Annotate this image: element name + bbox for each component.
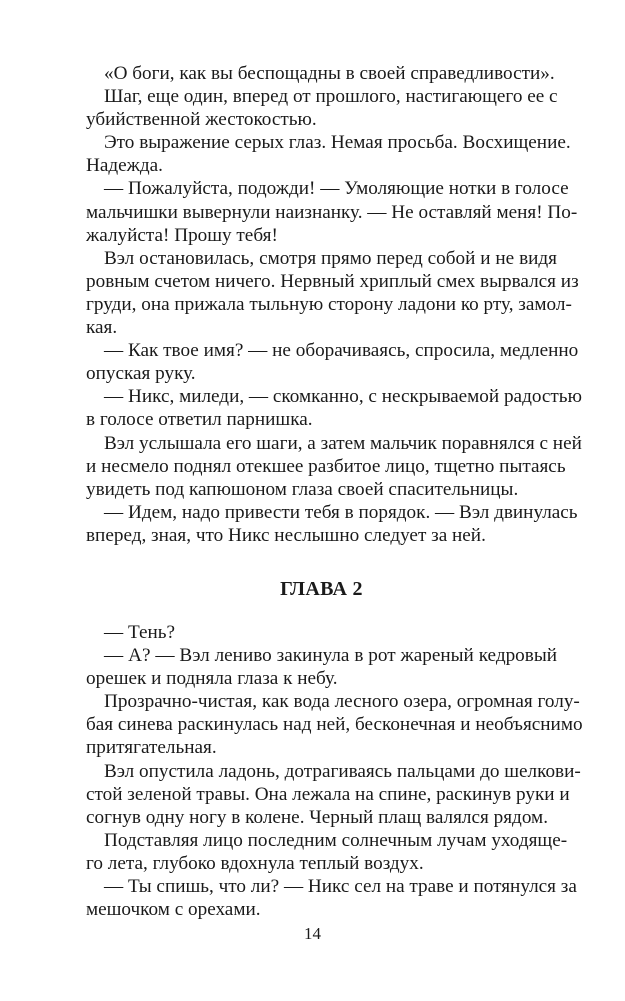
text-line: Это выражение серых глаз. Немая просьба. Восхищение. (104, 132, 571, 154)
text-line: Вэл услышала его шаги, а затем мальчик поравнялся с ней (104, 432, 582, 454)
text-line: бая синева раскинулась над ней, бесконечная и необъяснимо (86, 714, 583, 736)
paragraph (86, 247, 579, 339)
text-line: — Тень? (104, 622, 176, 643)
text-line: — Как твое имя? — не оборачиваясь, спросила, медленно (104, 340, 579, 362)
text-line: вперед, зная, что Никс неслышно следует за ней. (86, 524, 486, 546)
text-line: — Никс, миледи, — скомканно, с нескрываемой радостью (104, 386, 582, 408)
text-line: — Ты спишь, что ли? — Никс сел на траве и потянулся за (104, 876, 577, 898)
text-line: мешочком с орехами. (86, 899, 261, 921)
paragraph (86, 62, 557, 85)
paragraph (86, 339, 579, 385)
text-block-1 (86, 62, 582, 547)
text-line: Вэл остановилась, смотря прямо перед собой и не видя (104, 247, 557, 269)
text-line: — Идем, надо привести тебя в порядок. — Вэл двинулась (104, 501, 578, 523)
text-line: мальчишки вывернули наизнанку. — Не оставляй меня! По- (86, 201, 578, 223)
text-line: орешек и подняла глаза к небу. (86, 668, 338, 690)
paragraph (86, 829, 568, 875)
paragraph (86, 621, 557, 644)
text-line: го лета, глубоко вдохнула теплый воздух. (86, 852, 424, 874)
text-line: жалуйста! Прошу тебя! (86, 224, 278, 246)
text-block-2 (86, 621, 583, 921)
text-line: согнув одну ногу в колене. Черный плащ валялся рядом. (86, 806, 548, 828)
page-number: 14 (304, 924, 321, 943)
text-line: опуская руку. (86, 363, 196, 385)
text-line: Надежда. (86, 155, 163, 177)
paragraph (86, 385, 582, 431)
text-line: — А? — Вэл лениво закинула в рот жареный кедровый (104, 645, 557, 667)
text-line: убийственной жестокостью. (86, 109, 317, 131)
text-line: Подставляя лицо последним солнечным лучам уходяще- (104, 829, 568, 851)
text-line: — Пожалуйста, подожди! — Умоляющие нотки в голосе (104, 178, 569, 200)
text-line: в голосе ответил парнишка. (86, 409, 313, 431)
paragraph (86, 432, 582, 501)
chapter-title: ГЛАВА 2 (280, 578, 363, 600)
text-line: груди, она прижала тыльную сторону ладони ко рту, замол- (86, 293, 572, 315)
text-line: Прозрачно-чистая, как вода лесного озера, огромная голу- (104, 691, 580, 713)
paragraph (86, 760, 581, 829)
paragraph (86, 177, 578, 246)
text-line: притягательная. (86, 737, 217, 759)
paragraph (86, 131, 571, 177)
paragraph (86, 875, 577, 921)
text-line: ровным счетом ничего. Нервный хриплый смех вырвался из (86, 270, 579, 292)
paragraph (86, 501, 578, 547)
text-line: увидеть под капюшоном глаза своей спасительницы. (86, 478, 519, 500)
paragraph (86, 644, 557, 690)
text-line: «О боги, как вы беспощадны в своей справедливости». (104, 63, 555, 84)
text-line: и несмело поднял отекшее разбитое лицо, тщетно пытаясь (86, 455, 566, 477)
text-line: Вэл опустила ладонь, дотрагиваясь пальцами до шелкови- (104, 760, 581, 782)
text-line: Шаг, еще один, вперед от прошлого, настигающего ее с (104, 86, 558, 108)
text-line: стой зеленой травы. Она лежала на спине, раскинув руки и (86, 783, 570, 805)
paragraph (86, 85, 557, 131)
paragraph (86, 690, 583, 759)
text-line: кая. (86, 317, 118, 339)
